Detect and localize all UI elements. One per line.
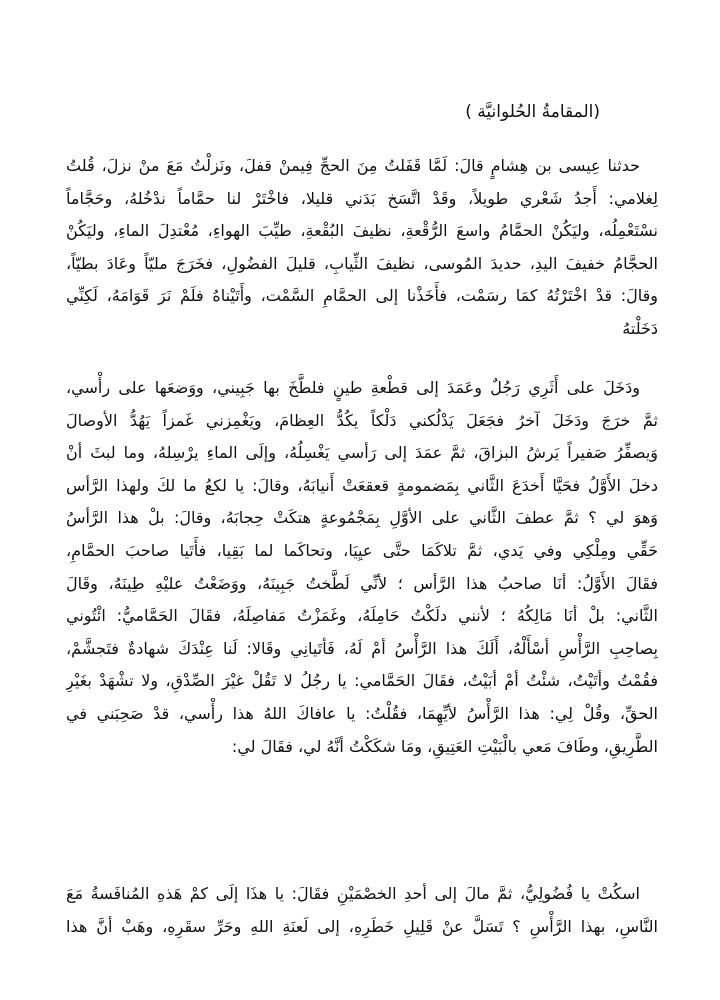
text-line: الثَّاني: بلْ أنَا مَالِكُهُ ؛ لأنني دلَكْتُ حَامِلَهُ، وغَمَزْتُ مَفاصِلَهُ، فقَالَ الحَمَّاميُّ: ائْتُوني xyxy=(66,606,658,626)
text-line: وَيصفِّرُ صَفيراً يَرشُ البزاقَ، ثمَّ عمَدَ إلى رَأسي يَغْسِلُهُ، وإلَى الماءِ يرْسِلهُ، وما لبثَ أنْ xyxy=(66,443,658,463)
text-line: حَقِّي ومِلْكِي وفي يَدي، ثمَّ تلاكَمَا حتَّى عيِيَا، وتحاكَما لما بَقِيا، فأَتَيا صاحبَ الحمَّامِ، xyxy=(66,540,658,560)
text-line: النَّاسِ، بهذا الرَّأْسِ ؟ تَسَلَّ عنْ قَلِيلِ خَطَرِهِ، إلى لَعنَةِ اللهِ وحَرِّ سقَرِهِ، وهَبْ أنَّ هذا xyxy=(66,916,658,936)
document-title: (المقامةُ الحُلوانيَّة ) xyxy=(465,102,600,122)
text-line: فقَالَ الأَوَّلُ: أنَا صاحبُ هذا الرَّأس ؛ لأنِّي لَطَّختُ جَبِينَهُ، ووَضَعْتُ عليْهِ طِينَهُ، وقَالَ xyxy=(66,573,658,593)
text-line: الطَّرِيقِ، وطَافَ مَعي بالْبَيْتِ العَتِيقِ، ومَا شكَكْتُ أنَّهُ لي، فقَالَ لي: xyxy=(231,736,658,756)
text-line: فقُمْتُ وأتَيْتُ، شئْتُ أمْ أبَيْتُ، فقَالَ الحَمَّامي: يا رجُلُ لا تَقُلْ غيْرَ الصِّدْقِ، ولا تشْهَدْ بغَيْرِ xyxy=(66,671,658,691)
text-line: وقالَ: قدْ اخْتَرْتُهُ كمَا رسَمْت، فأَخَذْنا إلى الحمَّامِ السَّمْت، وأَتَيْناهُ فلَمْ نَرَ قَوَامَهُ، لَكِنِّي xyxy=(66,286,658,306)
text-line: الحقِّ، وقُلْ لِي: هذا الرَّأْسُ لأيِّهِمَا، فقُلْتُ: يا عافاكَ اللهُ هذا رأْسي، قدْ صَحِبَني في xyxy=(66,703,658,723)
paragraph-2 xyxy=(66,372,658,763)
text-line: دَخَلْتهُ xyxy=(622,318,658,338)
text-line: حدثنا عِيسى بن هِشامٍ قالَ: لَمَّا قَفَلتُ مِنَ الحجِّ فِيمنْ قفلَ، ونَزلْتُ مَعَ منْ نزلَ، قُلتُ xyxy=(66,156,640,175)
text-line: ثمَّ خرَجَ ودَخَلَ آخرُ فجَعَلَ يَدْلُكني دَلْكاً يكُدُّ العِظامَ، ويَغْمِزني غَمزاً يَهُدُّ الأوصالَ xyxy=(66,410,658,430)
text-line: بِصاحِبِ الرَّأْسِ أسْأَلْهُ، أَلَكَ هذا الرَّأْسُ أمْ لَهُ، فَأتَيانِي وقَالا: لَنا عِنْدَكَ شهادةٌ فتَجشَّمْ، xyxy=(66,638,658,658)
text-line: نسْتَعْمِلُه، وليَكُنْ الحمَّامُ واسعَ الرُّقْعةِ، نظيفَ البُقْعةِ، طيِّبَ الهواءِ، مُعْتدِلَ الماءِ، وليَكُنْ xyxy=(66,221,658,241)
paragraph-3 xyxy=(66,878,658,943)
text-line: ودَخَلَ على أَثَرِي رَجُلٌ وعَمَدَ إلى قطْعةِ طينٍ فلطَّخَ بها جَبِيني، ووَضعَها على رأْسي، xyxy=(66,378,640,397)
text-line: لِغلامي: أَجدُ شَعْري طويلاً، وقَدْ اتَّسَخ بَدَني قليلا، فاخْتَرْ لنا حمَّاماً ندْخُلهُ، وحَجَّاماً xyxy=(66,188,658,208)
text-line: الحجَّامُ خفيفَ اليدِ، حديدَ المُوسى، نظيفَ الثِّيابِ، قليلَ الفضُولِ، فخَرَجَ مليّاً وعَادَ بطيّاً، xyxy=(66,253,658,273)
paragraph-1 xyxy=(66,150,658,346)
text-line: اسكُتْ يا فُضُولِيُّ، ثمَّ مالَ إلى أحدِ الخصْمَيْنِ فقَالَ: يا هذَا إلَى كمْ هَذهِ المُنافَسةُ مَعَ xyxy=(66,884,640,903)
text-line: دخلَ الأَوَّلُ فحَيَّا أَخدَعَ الثَّاني بِمَضمومةٍ قعقعَتْ أَنيابَهُ، وقالَ: يا لكعُ ما لكَ ولهذا الرَّأس xyxy=(66,475,658,495)
text-line: وَهوَ لي ؟ ثمَّ عطفَ الثَّاني على الأوَّلِ بِمَجْمُوعةٍ هتكَتْ حِجابَهُ، وقالَ: بلْ هذا الرَّأسُ xyxy=(66,508,658,528)
